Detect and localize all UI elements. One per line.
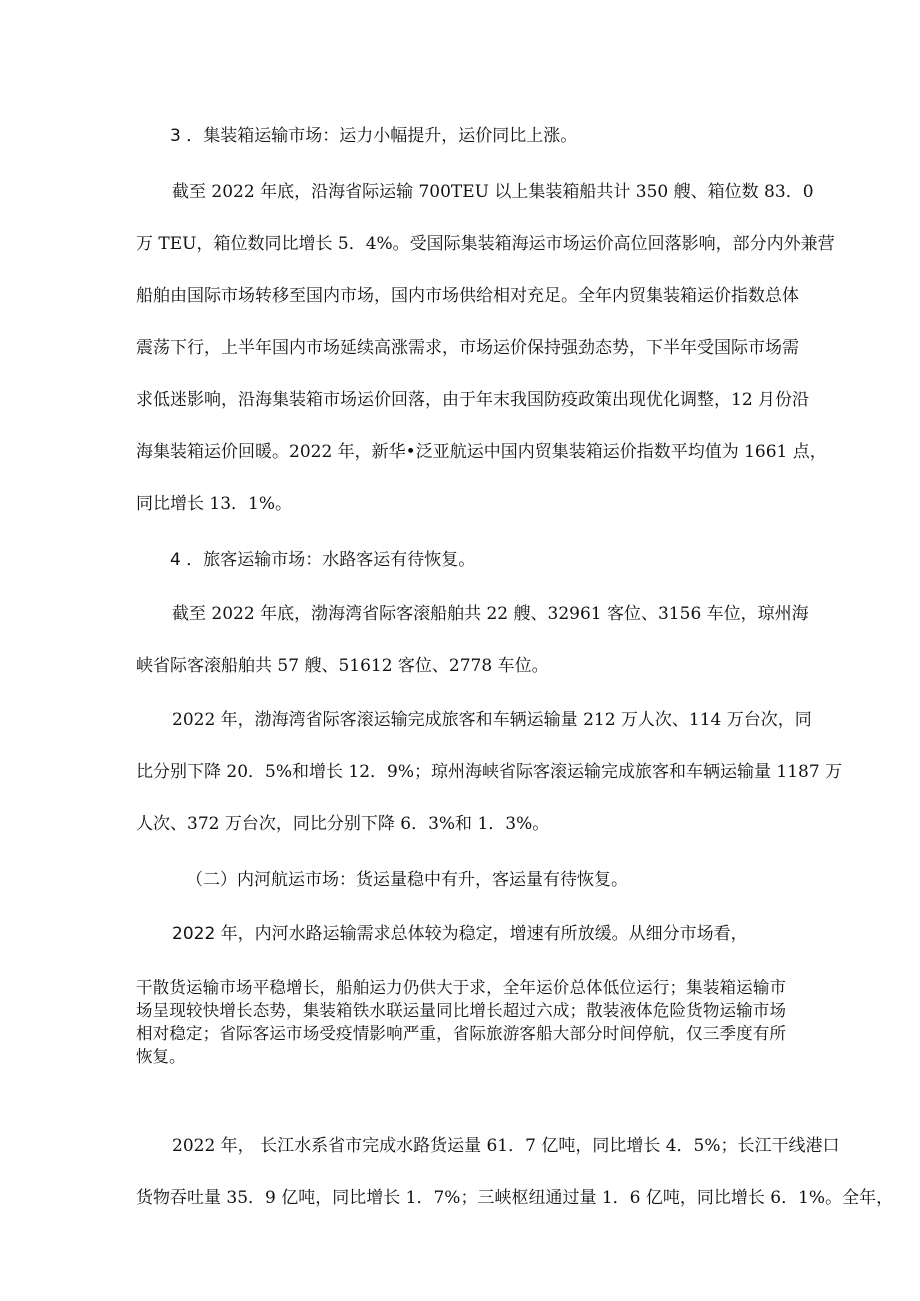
- paragraph-line: 2022 年， 长江水系省市完成水路货运量 61．7 亿吨，同比增长 4．5%；长江干线港口: [172, 1136, 840, 1156]
- paragraph-line: 震荡下行，上半年国内市场延续高涨需求，市场运价保持强劲态势，下半年受国际市场需: [136, 338, 799, 358]
- paragraph-line: 峡省际客滚船舶共 57 艘、51612 客位、2778 车位。: [136, 656, 549, 676]
- section-3-heading: 3 ．集装箱运输市场：运力小幅提升，运价同比上涨。: [170, 126, 578, 146]
- paragraph-line: 同比增长 13．1%。: [136, 494, 293, 514]
- paragraph-line: 求低迷影响，沿海集装箱市场运价回落，由于年末我国防疫政策出现优化调整，12 月份沿: [136, 390, 810, 410]
- paragraph-line: 万 TEU，箱位数同比增长 5．4%。受国际集装箱海运市场运价高位回落影响，部分内外兼营: [136, 234, 835, 254]
- paragraph-line: 2022 年，渤海湾省际客滚运输完成旅客和车辆运输量 212 万人次、114 万台次，同: [172, 710, 812, 730]
- paragraph-line: 船舶由国际市场转移至国内市场，国内市场供给相对充足。全年内贸集装箱运价指数总体: [136, 286, 799, 306]
- paragraph-line: 货物吞吐量 35．9 亿吨，同比增长 1．7%；三峡枢纽通过量 1．6 亿吨，同比增长 6．1%。全年，: [136, 1188, 894, 1208]
- paragraph-line: 截至 2022 年底，沿海省际运输 700TEU 以上集装箱船共计 350 艘、箱位数 83．0: [172, 182, 814, 202]
- paragraph-line: 比分别下降 20．5%和增长 12．9%；琼州海峡省际客滚运输完成旅客和车辆运输量 1187 万: [136, 762, 843, 782]
- section-inland-heading: （二）内河航运市场：货运量稳中有升，客运量有待恢复。: [186, 870, 628, 890]
- paragraph-line: 人次、372 万台次，同比分别下降 6．3%和 1．3%。: [136, 814, 550, 834]
- paragraph-line: 海集装箱运价回暖。2022 年，新华•泛亚航运中国内贸集装箱运价指数平均值为 1661 点，: [136, 442, 827, 462]
- paragraph-line: 2022 年，内河水路运输需求总体较为稳定，增速有所放缓。从细分市场看，: [172, 924, 748, 944]
- paragraph-line: 截至 2022 年底，渤海湾省际客滚船舶共 22 艘、32961 客位、3156 车位，琼州海: [172, 604, 809, 624]
- section-4-heading: 4 ．旅客运输市场：水路客运有待恢复。: [170, 550, 476, 570]
- paragraph-block: 干散货运输市场平稳增长，船舶运力仍供大于求，全年运价总体低位运行；集装箱运输市场呈现较快增长态势，集装箱铁水联运量同比增长超过六成；散装液体危险货物运输市场相对稳定；省际客运市场受疫情影响严重，省际旅游客船大部分时间停航，仅三季度有所恢复。: [136, 978, 786, 1066]
